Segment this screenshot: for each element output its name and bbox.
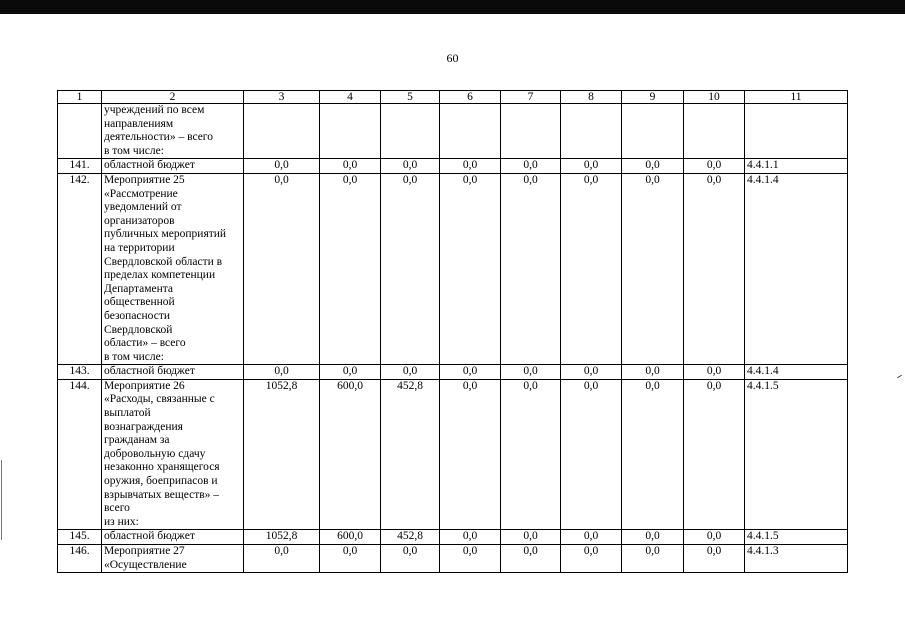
item-name-line: добровольную сдачу [104,447,206,460]
value-cell: 0,0 [684,545,745,573]
value-cell [684,104,745,159]
item-name-cell [102,173,244,364]
target-code-cell [745,104,848,159]
item-name-line: Департамента [104,282,174,295]
item-name-line: на территории [104,241,175,254]
header-cell: 1 [58,91,102,104]
value-cell: 0,0 [684,530,745,545]
target-code-cell: 4.4.1.3 [745,545,848,573]
value-cell: 0,0 [501,159,561,174]
item-name-line: Свердловской области в [104,255,223,268]
table-body [58,91,848,573]
value-cell: 0,0 [684,379,745,530]
row-number-cell: 143. [58,365,102,380]
value-cell: 0,0 [244,159,320,174]
value-cell: 0,0 [622,173,684,364]
target-code-cell: 4.4.1.5 [745,379,848,530]
value-cell: 0,0 [440,159,501,174]
header-cell: 10 [684,91,745,104]
item-name-line: безопасности [104,309,171,322]
item-name-line: области» – всего [104,337,186,350]
item-name-line: из них: [104,515,139,528]
value-cell: 0,0 [561,379,622,530]
header-cell: 3 [244,91,320,104]
page-number: 60 [446,51,459,65]
item-name-line: областной бюджет [104,159,195,172]
item-name-line: пределах компетенции [104,269,216,282]
item-name-line: Мероприятие 27 [104,545,185,557]
item-name-line: публичных мероприятий [104,228,227,241]
item-name-cell [102,365,244,380]
table-row [58,365,848,380]
table-row [58,545,848,573]
row-number-cell: 145. [58,530,102,545]
value-cell: 0,0 [244,173,320,364]
table-row [58,104,848,159]
item-name-line: незаконно хранящегося [104,461,220,474]
item-name-line: Свердловской [104,323,173,336]
target-code-cell: 4.4.1.4 [745,365,848,380]
value-cell: 0,0 [684,159,745,174]
item-name-line: областной бюджет [104,365,195,378]
item-name-cell [102,379,244,530]
header-cell: 5 [381,91,440,104]
value-cell: 600,0 [320,379,381,530]
header-cell: 8 [561,91,622,104]
item-name-line: Мероприятие 26 [104,379,185,392]
header-cell: 11 [745,91,848,104]
value-cell: 600,0 [320,530,381,545]
budget-table [57,90,848,573]
item-name-line: организаторов [104,214,175,227]
value-cell: 0,0 [622,530,684,545]
item-name-line: в том числе: [104,144,164,157]
item-name-line: в том числе: [104,350,164,363]
item-name-cell [102,545,244,573]
item-name-line: гражданам за [104,434,170,447]
value-cell: 0,0 [501,545,561,573]
value-cell: 0,0 [501,530,561,545]
value-cell: 0,0 [440,545,501,573]
table-row [58,159,848,174]
target-code-cell: 4.4.1.5 [745,530,848,545]
item-name-line: Мероприятие 25 [104,173,185,186]
item-name-line: вознаграждения [104,420,183,433]
value-cell [320,104,381,159]
row-number-cell [58,104,102,159]
item-name-line: «Рассмотрение [104,187,178,200]
value-cell: 0,0 [622,379,684,530]
value-cell: 0,0 [440,530,501,545]
item-name-line: всего [104,502,130,515]
item-name-line: взрывчатых веществ» – [104,488,220,501]
item-name-line: «Расходы, связанные с [104,393,215,406]
value-cell: 0,0 [501,379,561,530]
value-cell: 0,0 [244,365,320,380]
value-cell: 0,0 [320,545,381,573]
header-cell: 9 [622,91,684,104]
value-cell: 0,0 [440,173,501,364]
item-name-line: «Осуществление [104,558,187,571]
value-cell: 0,0 [501,173,561,364]
row-number-cell: 144. [58,379,102,530]
value-cell: 452,8 [381,530,440,545]
value-cell: 0,0 [622,365,684,380]
value-cell [561,104,622,159]
value-cell [381,104,440,159]
table-row [58,379,848,530]
value-cell: 0,0 [320,365,381,380]
value-cell: 0,0 [244,545,320,573]
value-cell: 0,0 [561,545,622,573]
header-cell: 2 [102,91,244,104]
value-cell: 452,8 [381,379,440,530]
value-cell: 0,0 [501,365,561,380]
value-cell: 0,0 [381,159,440,174]
item-name-cell [102,530,244,545]
value-cell: 0,0 [622,159,684,174]
value-cell: 0,0 [561,530,622,545]
scan-artifact-mark [897,375,902,378]
item-name-line: выплатой [104,407,151,420]
item-name-line: уведомлений от [104,201,182,214]
scan-edge-mark [1,460,2,540]
item-name-line: направлениям [104,117,174,130]
header-cell: 4 [320,91,381,104]
table-row [58,530,848,545]
row-number-cell: 146. [58,545,102,573]
value-cell [440,104,501,159]
target-code-cell: 4.4.1.1 [745,159,848,174]
value-cell: 0,0 [320,173,381,364]
value-cell: 0,0 [381,173,440,364]
item-name-line: учреждений по всем [104,104,205,116]
value-cell [622,104,684,159]
item-name-line: оружия, боеприпасов и [104,475,218,488]
row-number-cell: 142. [58,173,102,364]
header-cell: 6 [440,91,501,104]
item-name-line: областной бюджет [104,530,195,543]
header-cell: 7 [501,91,561,104]
item-name-line: общественной [104,296,175,309]
value-cell: 0,0 [381,365,440,380]
value-cell: 0,0 [561,173,622,364]
value-cell: 0,0 [684,173,745,364]
item-name-cell [102,104,244,159]
value-cell: 0,0 [561,365,622,380]
value-cell: 1052,8 [244,379,320,530]
value-cell: 0,0 [440,379,501,530]
value-cell: 0,0 [320,159,381,174]
value-cell: 1052,8 [244,530,320,545]
table-row [58,173,848,364]
value-cell: 0,0 [684,365,745,380]
target-code-cell: 4.4.1.4 [745,173,848,364]
item-name-line: деятельности» – всего [104,131,213,144]
value-cell [501,104,561,159]
value-cell: 0,0 [381,545,440,573]
value-cell [244,104,320,159]
item-name-cell [102,159,244,174]
scan-border-bar [0,0,905,14]
row-number-cell: 141. [58,159,102,174]
table-header-row [58,91,848,104]
value-cell: 0,0 [622,545,684,573]
value-cell: 0,0 [561,159,622,174]
value-cell: 0,0 [440,365,501,380]
